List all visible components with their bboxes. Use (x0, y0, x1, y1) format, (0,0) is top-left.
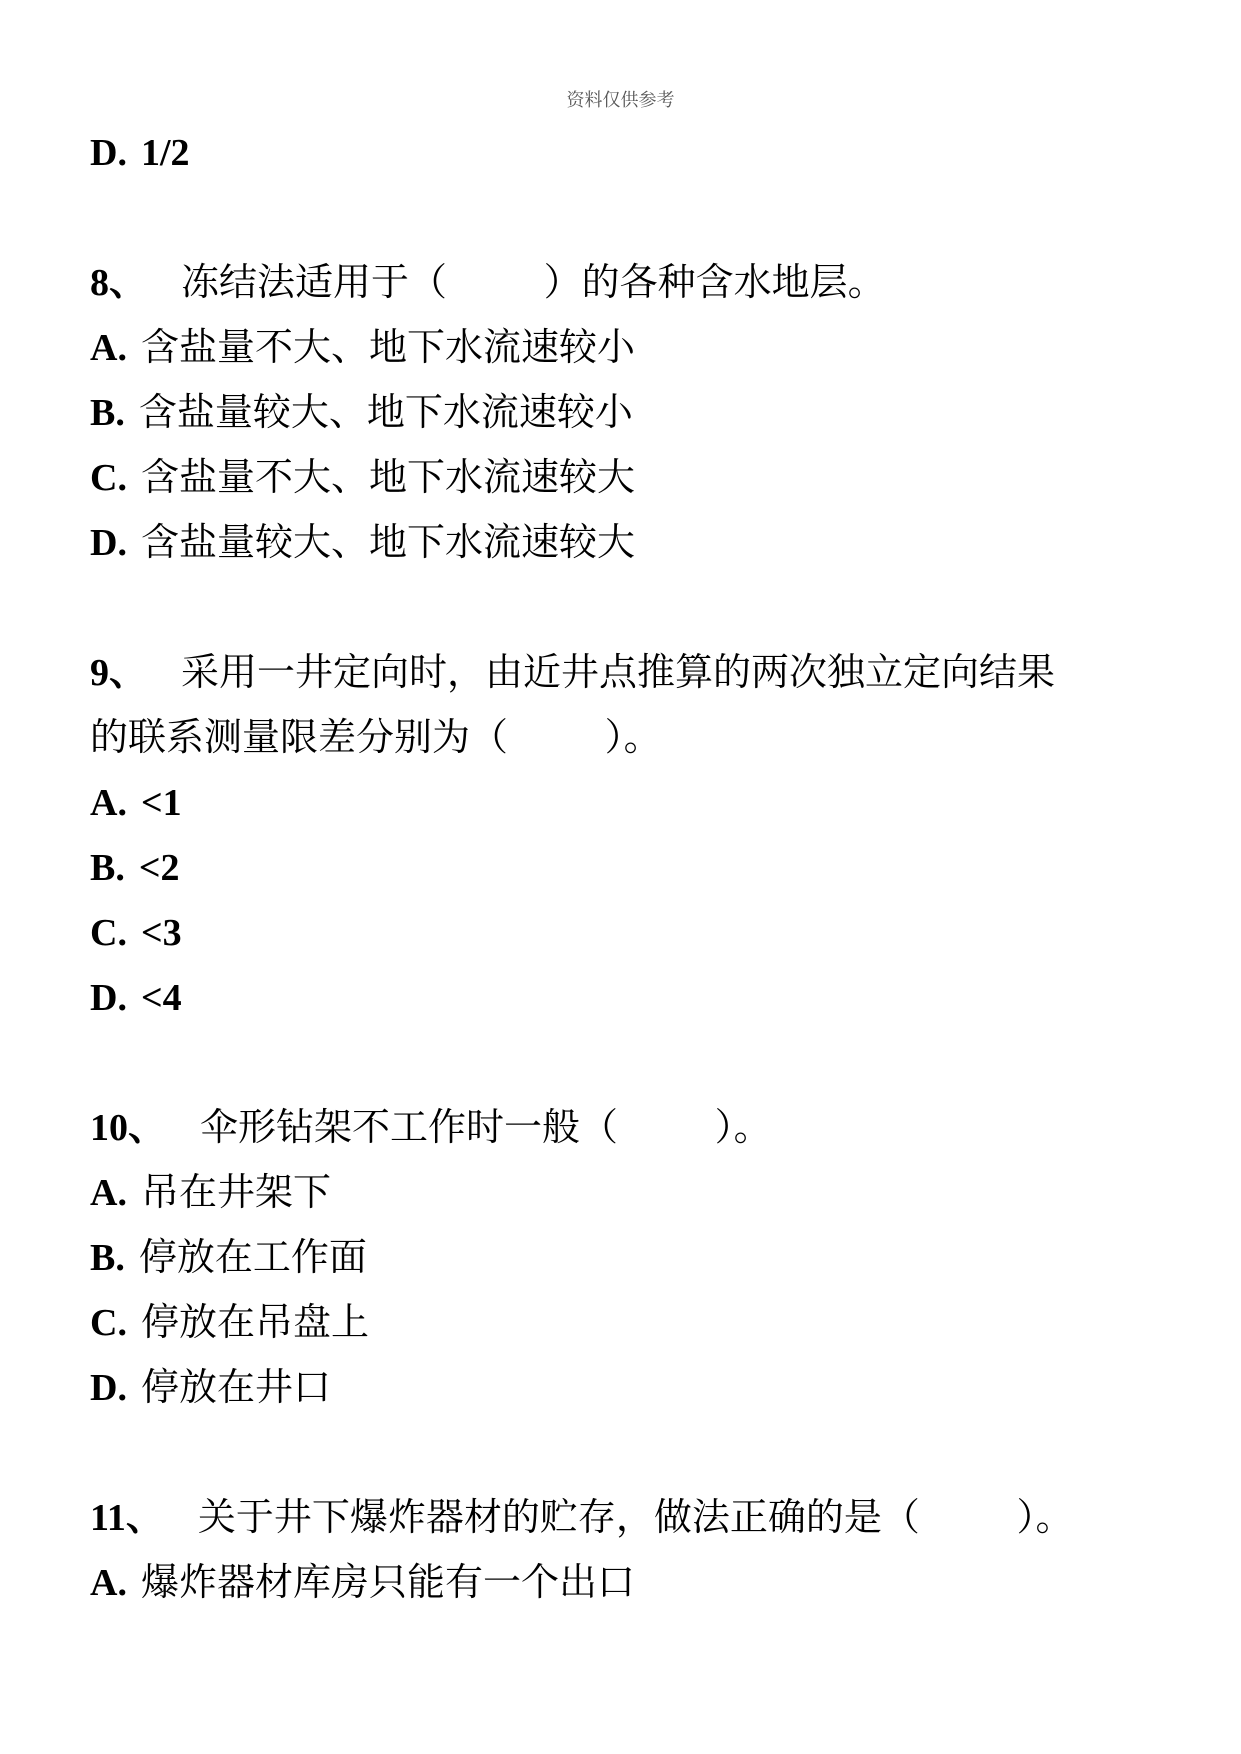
question-9-option-c (90, 900, 1155, 965)
option-letter: C. (90, 457, 127, 499)
option-letter: A. (90, 1172, 127, 1214)
question-11-stem (90, 1485, 1155, 1550)
option-text: <1 (140, 782, 182, 824)
option-text: 含盐量不大、地下水流速较大 (140, 455, 635, 499)
question-text: 伞形钻架不工作时一般（ ）。 (200, 1105, 772, 1149)
option-letter: B. (90, 392, 125, 434)
option-text: 含盐量较大、地下水流速较大 (140, 520, 635, 564)
option-text: <3 (140, 912, 182, 954)
option-letter: D. (90, 977, 127, 1019)
question-8-option-b (90, 380, 1155, 445)
option-text: 停放在井口 (140, 1365, 331, 1409)
option-text: <2 (138, 847, 180, 889)
document-body (90, 120, 1155, 1615)
option-text: <4 (140, 977, 182, 1019)
question-9-option-d (90, 965, 1155, 1030)
question-11-option-a (90, 1550, 1155, 1615)
question-number: 11、 (90, 1497, 164, 1539)
option-text: 1/2 (140, 132, 190, 174)
question-8-option-d (90, 510, 1155, 575)
question-number: 9、 (90, 652, 148, 694)
question-8-stem (90, 250, 1155, 315)
option-letter: C. (90, 1302, 127, 1344)
question-9-option-b (90, 835, 1155, 900)
option-text: 爆炸器材库房只能有一个出口 (140, 1560, 635, 1604)
question-8-option-a (90, 315, 1155, 380)
question-8-option-c (90, 445, 1155, 510)
option-text: 吊在井架下 (140, 1170, 331, 1214)
option-letter: B. (90, 1237, 125, 1279)
question-text: 关于井下爆炸器材的贮存，做法正确的是（ ）。 (197, 1495, 1074, 1539)
option-text: 含盐量不大、地下水流速较小 (140, 325, 635, 369)
option-letter: D. (90, 1367, 127, 1409)
question-10-option-a (90, 1160, 1155, 1225)
question-9-stem (90, 640, 1155, 705)
option-letter: A. (90, 1562, 127, 1604)
question-9-option-a (90, 770, 1155, 835)
prev-option-d (90, 120, 1155, 185)
question-text: 采用一井定向时，由近井点推算的两次独立定向结果 (181, 650, 1056, 694)
option-letter: D. (90, 132, 127, 174)
option-letter: A. (90, 782, 127, 824)
question-9-stem-continued: 的联系测量限差分别为（ ）。 (90, 715, 662, 759)
option-letter: C. (90, 912, 127, 954)
question-number: 8、 (90, 262, 148, 304)
question-text: 冻结法适用于（ ）的各种含水地层。 (181, 260, 886, 304)
option-letter: A. (90, 327, 127, 369)
question-10-option-d (90, 1355, 1155, 1420)
option-letter: B. (90, 847, 125, 889)
question-number: 10、 (90, 1107, 167, 1149)
option-text: 停放在吊盘上 (140, 1300, 369, 1344)
page-header-note: 资料仅供参考 (566, 90, 675, 111)
option-text: 停放在工作面 (138, 1235, 367, 1279)
question-10-stem (90, 1095, 1155, 1160)
question-10-option-c (90, 1290, 1155, 1355)
option-letter: D. (90, 522, 127, 564)
question-10-option-b (90, 1225, 1155, 1290)
option-text: 含盐量较大、地下水流速较小 (138, 390, 633, 434)
